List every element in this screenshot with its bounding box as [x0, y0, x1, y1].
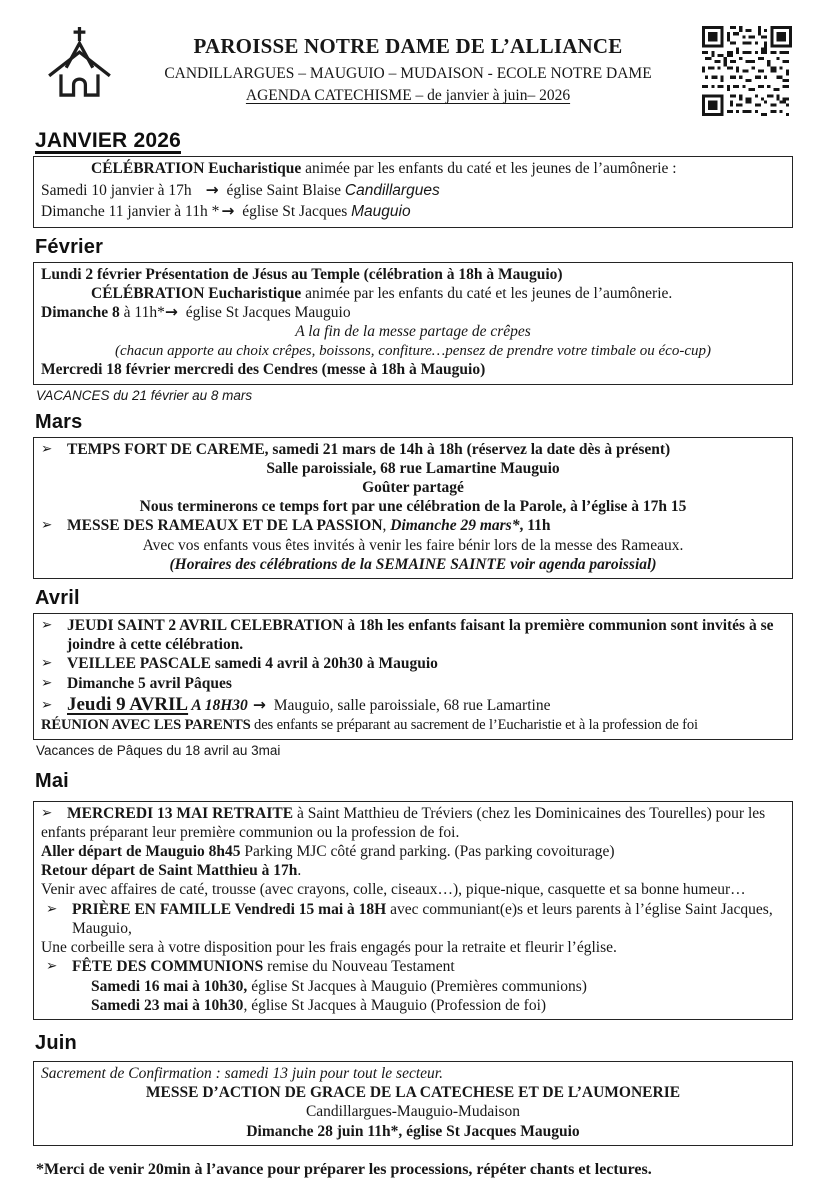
arrowhead-bullet-icon: ➢ — [41, 617, 53, 634]
parish-towns-subtitle: CANDILLARGUES – MAUGUIO – MUDAISON - ECOLE NOTRE DAME — [164, 65, 652, 82]
mai-retraite-line — [41, 804, 785, 842]
avril-box — [33, 613, 793, 740]
text-run: VEILLEE PASCALE samedi 4 avril à 20h30 à Mauguio — [67, 655, 438, 673]
text-run: RÉUNION AVEC LES PARENTS — [41, 717, 251, 734]
text-run: Jeudi 9 AVRIL — [67, 693, 189, 715]
text-run: Samedi 10 janvier à 17h — [41, 181, 192, 199]
arrow-icon: → — [252, 695, 266, 714]
text-run: , église St Jacques à Mauguio (Profession de foi) — [243, 996, 547, 1014]
mai-box — [33, 801, 793, 1020]
text-run: animée par les enfants du caté et les jeunes de l’aumônerie : — [301, 160, 677, 177]
avril-jeudi-saint-line — [41, 616, 785, 654]
arrowhead-bullet-icon: ➢ — [46, 900, 58, 917]
text-run: église St Jacques à Mauguio (Premières communions) — [247, 977, 587, 995]
mars-benediction-line: Avec vos enfants vous êtes invités à venir les faire bénir lors de la messe des Rameaux. — [142, 536, 684, 554]
mai-aller-line — [41, 842, 785, 861]
juin-box — [33, 1061, 793, 1146]
text-run: avec communiant(e)s et leurs parents à l’église Saint Jacques, Mauguio, — [72, 900, 773, 937]
mars-rameaux-line — [41, 516, 785, 535]
church-icon — [41, 24, 115, 106]
text-run: Dimanche 11 janvier à 11h * — [41, 203, 220, 221]
place-run: Candillargues — [344, 181, 440, 199]
month-heading-fevrier: Février — [35, 235, 104, 258]
arrowhead-bullet-icon: ➢ — [41, 696, 53, 713]
mai-samedi23-line — [41, 996, 785, 1015]
mai-fete-communions-line — [46, 957, 785, 976]
arrowhead-bullet-icon: ➢ — [41, 517, 53, 534]
section-mai — [33, 770, 793, 1020]
text-run: Dimanche 8 — [41, 304, 120, 322]
janvier-samedi-line — [41, 180, 785, 202]
avril-paques-line — [41, 674, 785, 693]
agenda-period-line: AGENDA CATECHISME – de janvier à juin– 2026 — [245, 87, 571, 104]
section-mars — [33, 411, 793, 580]
text-run: à Saint Matthieu de Tréviers (chez les Dominicaines des Tourelles) pour les enfants préparant leur première communion ou la profession de foi. — [41, 804, 766, 841]
avril-reunion-parents-line — [41, 716, 785, 734]
text-run: des enfants se préparant au sacrement de l’Eucharistie et à la profession de foi — [250, 717, 698, 734]
text-run: . — [297, 862, 302, 880]
month-heading-mai: Mai — [35, 769, 69, 792]
text-run: Samedi 16 mai à 10h30, — [91, 977, 248, 995]
mars-temps-fort-line — [41, 440, 785, 459]
month-heading-mars: Mars — [35, 410, 83, 433]
fevrier-presentation-line: Lundi 2 février Présentation de Jésus au Temple (célébration à 18h à Mauguio) — [41, 265, 563, 283]
mai-corbeille-line: Une corbeille sera à votre disposition pour les frais engagés pour la retraite et fleurir l’église. — [41, 939, 617, 957]
fevrier-celebration-line — [41, 284, 785, 303]
page-title: PAROISSE NOTRE DAME DE L’ALLIANCE — [193, 34, 623, 58]
mars-parole-line: Nous terminerons ce temps fort par une célébration de la Parole, à l’église à 17h 15 — [139, 498, 687, 516]
arrowhead-bullet-icon: ➢ — [46, 958, 58, 975]
juin-messe-grace-line: MESSE D’ACTION DE GRACE DE LA CATECHESE ET DE L’AUMONERIE — [145, 1084, 681, 1102]
mai-samedi16-line — [41, 977, 785, 996]
section-juin — [33, 1032, 793, 1146]
text-run: église St Jacques Mauguio — [181, 304, 351, 322]
text-run: A 18H30 — [188, 696, 248, 714]
text-run: FÊTE DES COMMUNIONS — [72, 958, 264, 976]
text-run: CÉLÉBRATION Eucharistique — [91, 160, 302, 177]
fevrier-box — [33, 262, 793, 385]
text-run: PRIÈRE EN FAMILLE Vendredi 15 mai à 18H — [72, 900, 387, 918]
juin-confirmation-line: Sacrement de Confirmation : samedi 13 juin pour tout le secteur. — [41, 1064, 443, 1082]
arrow-icon: → — [164, 303, 178, 322]
mars-salle-line: Salle paroissiale, 68 rue Lamartine Mauguio — [266, 459, 560, 477]
mars-gouter-line: Goûter partagé — [362, 478, 464, 496]
juin-dimanche28-line: Dimanche 28 juin 11h*, église St Jacques Mauguio — [246, 1122, 580, 1140]
text-run: remise du Nouveau Testament — [263, 958, 455, 976]
header-titles — [115, 20, 701, 105]
text-run: église St Jacques — [238, 203, 352, 221]
vacances-paques-note: Vacances de Pâques du 18 avril au 3mai — [36, 742, 281, 758]
text-run: JEUDI SAINT 2 AVRIL CELEBRATION à 18h les enfants faisant la première communion sont invités à se joindre à cette célébration. — [67, 617, 774, 654]
section-janvier — [33, 129, 793, 228]
mars-box — [33, 437, 793, 580]
mars-semaine-sainte-line: (Horaires des célébrations de la SEMAINE SAINTE voir agenda paroissial) — [169, 555, 657, 573]
fevrier-dimanche-line — [41, 303, 785, 322]
text-run: Mauguio, salle paroissiale, 68 rue Lamartine — [269, 696, 551, 714]
text-run: Dimanche 5 avril Pâques — [67, 674, 232, 692]
avril-reunion-date-line — [41, 693, 785, 717]
fevrier-cendres-line: Mercredi 18 février mercredi des Cendres (messe à 18h à Mauguio) — [41, 361, 486, 379]
janvier-box — [33, 156, 793, 228]
arrowhead-bullet-icon: ➢ — [41, 804, 53, 821]
fevrier-crepes-line: A la fin de la messe partage de crêpes — [295, 323, 531, 341]
arrowhead-bullet-icon: ➢ — [41, 674, 53, 691]
arrowhead-bullet-icon: ➢ — [41, 440, 53, 457]
text-run: Samedi 23 mai à 10h30 — [91, 996, 244, 1014]
text-run: à 11h* — [119, 304, 165, 322]
text-run: , 11h — [519, 517, 551, 535]
text-run: Parking MJC côté grand parking. (Pas parking covoiturage) — [240, 843, 615, 860]
month-heading-janvier: JANVIER 2026 — [35, 129, 181, 152]
arrowhead-bullet-icon: ➢ — [41, 655, 53, 672]
place-run: Mauguio — [351, 203, 411, 221]
text-run: animée par les enfants du caté et les jeunes de l’aumônerie. — [301, 285, 673, 303]
month-heading-juin: Juin — [35, 1031, 77, 1054]
mai-retour-line — [41, 861, 785, 880]
month-heading-avril: Avril — [35, 587, 80, 610]
document-header — [33, 20, 793, 121]
fevrier-crepes-detail-line: (chacun apporte au choix crêpes, boissons, confiture…pensez de prendre votre timbale ou éco-cup) — [115, 342, 711, 359]
text-run: église Saint Blaise — [222, 181, 345, 199]
qr-code — [701, 26, 793, 121]
juin-secteur-line: Candillargues-Mauguio-Mudaison — [305, 1103, 521, 1121]
text-run: Retour départ de Saint Matthieu à 17h — [41, 862, 298, 880]
footer-note: *Merci de venir 20min à l’avance pour préparer les processions, répéter chants et lectures. — [36, 1160, 652, 1178]
text-run: Dimanche 29 mars* — [390, 517, 520, 535]
arrow-icon: → — [221, 202, 235, 221]
text-run: , — [382, 517, 391, 535]
vacances-fevrier-note: VACANCES du 21 février au 8 mars — [36, 387, 253, 403]
mai-priere-line — [46, 900, 785, 938]
text-run: TEMPS FORT DE CAREME, samedi 21 mars de 14h à 18h (réservez la date dès à présent) — [67, 440, 671, 458]
text-run: MESSE DES RAMEAUX ET DE LA PASSION — [67, 517, 383, 535]
section-fevrier — [33, 236, 793, 403]
section-avril — [33, 587, 793, 758]
arrow-icon: → — [205, 180, 219, 199]
janvier-celebration-line — [41, 159, 785, 180]
mai-affaires-line: Venir avec affaires de caté, trousse (avec crayons, colle, ciseaux…), pique-nique, casquette et sa bonne humeur… — [41, 881, 746, 899]
text-run: Aller départ de Mauguio 8h45 — [41, 843, 241, 860]
avril-veillee-line — [41, 654, 785, 673]
text-run: MERCREDI 13 MAI RETRAITE — [67, 804, 294, 822]
janvier-dimanche-line — [41, 201, 785, 223]
text-run: CÉLÉBRATION Eucharistique — [91, 285, 302, 303]
